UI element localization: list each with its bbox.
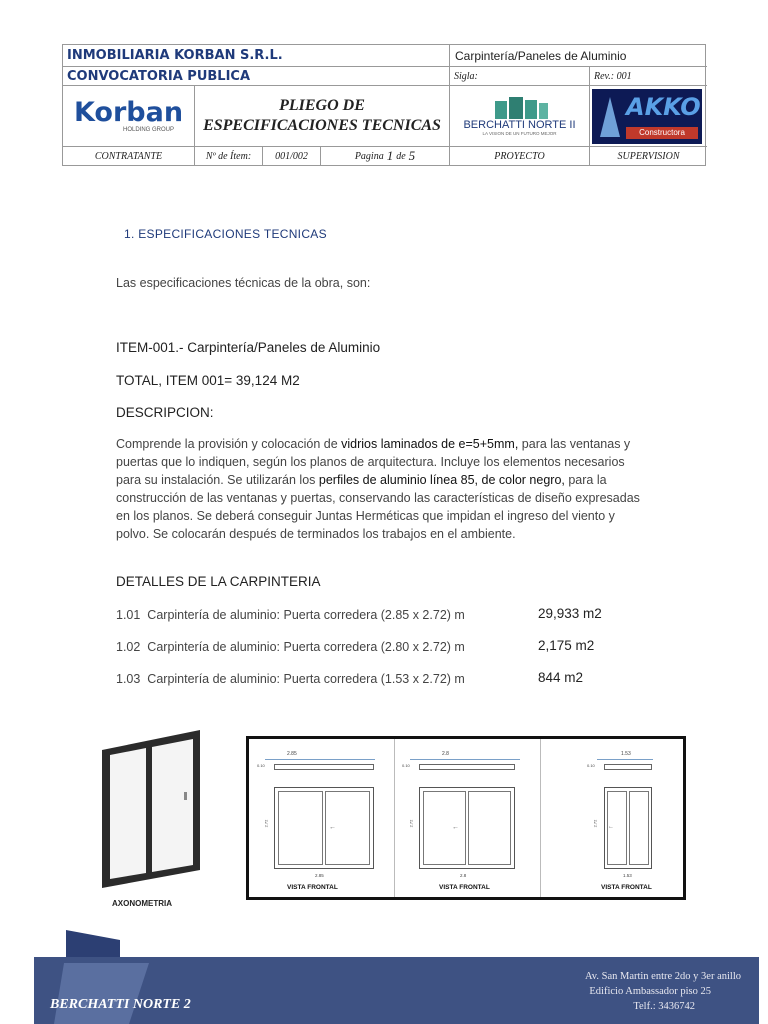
front-view-1 — [257, 739, 387, 897]
dim-top: 1.53 — [621, 751, 631, 757]
detalle-desc: Carpintería de aluminio: Puerta corredera (1.53 x 2.72) m — [147, 672, 465, 686]
header-subject: Carpintería/Paneles de Aluminio — [450, 45, 707, 67]
desc-text-3: para la construcción de las ventanas y puertas, conservando las características de diseño expresadas en los planos. Se deberá conseguir Juntas Herméticas que impidan el ingreso del viento y polvo. Se colocarán después de terminados los trabajos en el ambiente. — [116, 473, 640, 541]
doc-title — [195, 86, 450, 147]
footer-addr-line3: Telf.: 3436742 — [633, 1001, 695, 1012]
dim-side: 2.72 — [263, 819, 269, 828]
dim-small: 0.10 — [587, 763, 595, 768]
building-icon — [490, 97, 550, 119]
berchatti-logo-text: BERCHATTI NORTE II — [463, 118, 576, 131]
contratante-label: CONTRATANTE — [63, 147, 195, 165]
dim-bottom: 1.53 — [623, 873, 632, 878]
korban-logo — [63, 86, 195, 147]
supervision-label: SUPERVISION — [617, 150, 680, 162]
detalle-row — [116, 638, 465, 656]
detalle-desc: Carpintería de aluminio: Puerta corredera (2.85 x 2.72) m — [147, 608, 465, 622]
desc-bold-1: vidrios laminados de e=5+5mm, — [341, 437, 519, 451]
axonometric-door-drawing — [96, 728, 206, 893]
dim-side: 2.72 — [408, 819, 414, 828]
detalle-code: 1.02 — [116, 640, 141, 654]
view-label: VISTA FRONTAL — [439, 884, 490, 891]
document-header — [62, 44, 706, 166]
detalles-label: DETALLES DE LA CARPINTERIA — [116, 574, 321, 589]
footer-addr-line2: Edificio Ambassador piso 25 — [589, 986, 711, 997]
korban-logo-sub: HOLDING GROUP — [122, 127, 174, 133]
item-line: ITEM-001.- Carpintería/Paneles de Aluminio — [116, 340, 381, 355]
akko-tower-icon — [598, 97, 622, 137]
page-of: de — [396, 150, 406, 162]
berchatti-logo — [450, 86, 590, 147]
footer-addr-line1: Av. San Martin entre 2do y 3er anillo — [584, 971, 741, 982]
proyecto-label: PROYECTO — [450, 147, 590, 165]
akko-logo-sub: Constructora — [626, 127, 698, 139]
description-paragraph — [116, 435, 646, 543]
footer-decor-shape — [34, 957, 174, 1024]
rev-label: Rev.: 001 — [590, 67, 707, 86]
page-total: 5 — [408, 148, 416, 163]
akko-logo — [590, 86, 707, 147]
desc-text-2: para las ventanas y puertas que lo indiquen, según los planos de arquitectura. Incluye los elementos necesarios para su instalación. Se utilizarán los — [116, 437, 631, 487]
dim-top: 2.8 — [442, 751, 449, 757]
item-number-label: Nº de Ítem: — [195, 147, 263, 165]
item-number-value: 001/002 — [263, 147, 321, 165]
intro-text: Las especificaciones técnicas de la obra, son: — [116, 276, 371, 290]
footer-flag-shape — [62, 926, 122, 960]
detalle-row — [116, 606, 465, 624]
dim-bottom: 2.8 — [460, 873, 467, 878]
page-label: Pagina — [354, 150, 384, 162]
doc-title-line2: ESPECIFICACIONES TECNICAS — [203, 117, 441, 134]
panel-divider — [540, 739, 541, 897]
arrow-left-icon: ← — [608, 824, 614, 830]
panel-divider — [394, 739, 395, 897]
detalle-row — [116, 670, 465, 688]
detalle-desc: Carpintería de aluminio: Puerta corredera (2.80 x 2.72) m — [147, 640, 465, 654]
page-footer — [34, 957, 759, 1024]
dim-small: 0.10 — [402, 763, 410, 768]
front-view-3 — [547, 739, 683, 897]
total-line: TOTAL, ITEM 001= 39,124 M2 — [116, 373, 300, 388]
descripcion-label: DESCRIPCION: — [116, 405, 214, 420]
detalle-qty: 844 m2 — [538, 670, 584, 685]
korban-logo-text: Korban — [73, 97, 184, 128]
company-name: INMOBILIARIA KORBAN S.R.L. — [63, 45, 450, 67]
footer-project-name: BERCHATTI NORTE 2 — [50, 997, 191, 1012]
doc-title-line1: PLIEGO DE — [279, 97, 365, 114]
sigla-label: Sigla: — [450, 67, 590, 86]
desc-bold-2: perfiles de aluminio línea 85, de color negro, — [318, 473, 565, 487]
arrow-left-icon: ← — [452, 824, 459, 831]
desc-text-1: Comprende la provisión y colocación de — [116, 437, 342, 451]
dim-bottom: 2.85 — [315, 873, 324, 878]
akko-logo-text: AKKO — [626, 92, 701, 121]
page-indicator — [321, 147, 450, 165]
view-label: VISTA FRONTAL — [601, 884, 652, 891]
detalle-code: 1.01 — [116, 608, 141, 622]
dim-small: 0.10 — [257, 763, 265, 768]
front-view-panel — [246, 736, 686, 900]
berchatti-logo-sub: LA VISION DE UN FUTURO MEJOR — [482, 130, 557, 136]
detalle-qty: 29,933 m2 — [538, 606, 602, 621]
detalle-qty: 2,175 m2 — [538, 638, 595, 653]
section-title: 1. ESPECIFICACIONES TECNICAS — [124, 227, 327, 241]
convocatoria-label: CONVOCATORIA PUBLICA — [63, 67, 450, 86]
footer-address — [585, 969, 741, 1014]
front-view-2 — [402, 739, 532, 897]
view-label: VISTA FRONTAL — [287, 884, 338, 891]
arrow-left-icon: ← — [329, 824, 336, 831]
dim-side: 2.72 — [592, 819, 598, 828]
page-number: 1 — [386, 148, 394, 163]
axonometria-label: AXONOMETRIA — [112, 899, 172, 908]
detalle-code: 1.03 — [116, 672, 141, 686]
dim-top: 2.85 — [287, 751, 297, 757]
